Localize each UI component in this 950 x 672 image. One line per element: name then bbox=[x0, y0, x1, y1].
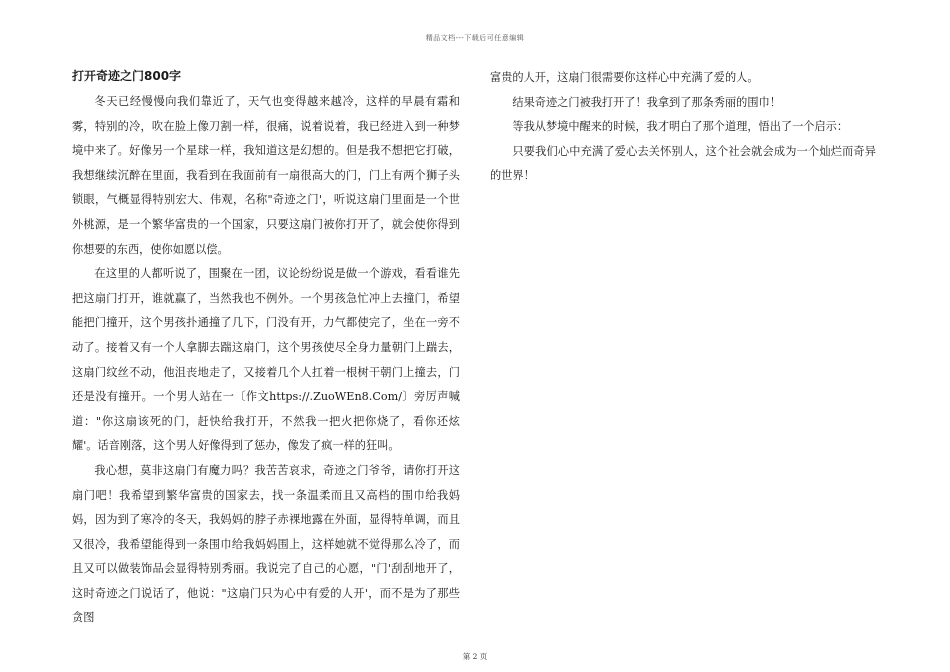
paragraph: 我心想，莫非这扇门有魔力吗？我苦苦哀求，奇迹之门爷爷，请你打开这扇门吧！我希望到繁华富贵的国家去，找一条温柔而且又高档的围巾给我妈妈，因为到了寒冷的冬天，我妈妈的脖子赤裸地露在外面，显得特单调，而且又很冷，我希望能得到一条围巾给我妈妈围上，这样她就不觉得那么冷了，而且又可以做装饰品会显得特别秀丽。我说完了自己的心愿，"门'刮刮地开了，这时奇迹之门说话了，他说："这扇门只为心中有爱的人开'，而不是为了那些贪图 bbox=[72, 463, 460, 625]
header-note: 精品文档---下载后可任意编辑 bbox=[425, 34, 525, 42]
paragraph: 结果奇迹之门被我打开了！我拿到了那条秀丽的围巾！ bbox=[512, 95, 781, 109]
article-title: 打开奇迹之门800字 bbox=[72, 69, 182, 83]
left-column bbox=[72, 66, 460, 631]
page-number: 第 2 页 bbox=[462, 652, 488, 661]
paragraph: 冬天已经慢慢向我们靠近了，天气也变得越来越冷，这样的早晨有霜和雾，特别的冷，吹在脸上像刀割一样，很痛，说着说着，我已经进入到一种梦境中来了。好像另一个星球一样，我知道这是幻想的。但是我不想把它打破，我想继续沉醉在里面，我看到在我面前有一扇很高大的门，门上有两个狮子头锁眼，气概显得特别宏大、伟观，名称"奇迹之门'，听说这扇门里面是一个世外桃源，是一个繁华富贵的一个国家，只要这扇门被你打开了，就会使你得到你想要的东西，使你如愿以偿。 bbox=[72, 95, 460, 256]
paragraph: 只要我们心中充满了爱心去关怀别人，这个社会就会成为一个灿烂而奇异的世界！ bbox=[490, 144, 876, 183]
right-column bbox=[490, 66, 876, 189]
paragraph: 在这里的人都听说了，围聚在一团，议论纷纷说是做一个游戏，看看谁先把这扇门打开，谁就赢了，当然我也不例外。一个男孩急忙冲上去撞门，希望能把门撞开，这个男孩扑通撞了几下，门没有开，力气都使完了，坐在一旁不动了。接着又有一个人拿脚去踹这扇门，这个男孩使尽全身力量朝门上踹去，这扇门纹丝不动，他沮丧地走了，又接着几个人扛着一根树干朝门上撞去，门还是没有撞开。一个男人站在一〔作文https://.ZuoWEn8.Com/〕旁厉声喊道："你这扇该死的门，赶快给我打开，不然我一把火把你烧了，看你还炫耀'。话音刚落，这个男人好像得到了惩办，像发了疯一样的狂叫。 bbox=[72, 267, 460, 453]
paragraph: 富贵的人开，这扇门很需要你这样心中充满了爱的人。 bbox=[490, 71, 759, 84]
paragraph: 等我从梦境中醒来的时候，我才明白了那个道理，悟出了一个启示： bbox=[512, 120, 849, 134]
